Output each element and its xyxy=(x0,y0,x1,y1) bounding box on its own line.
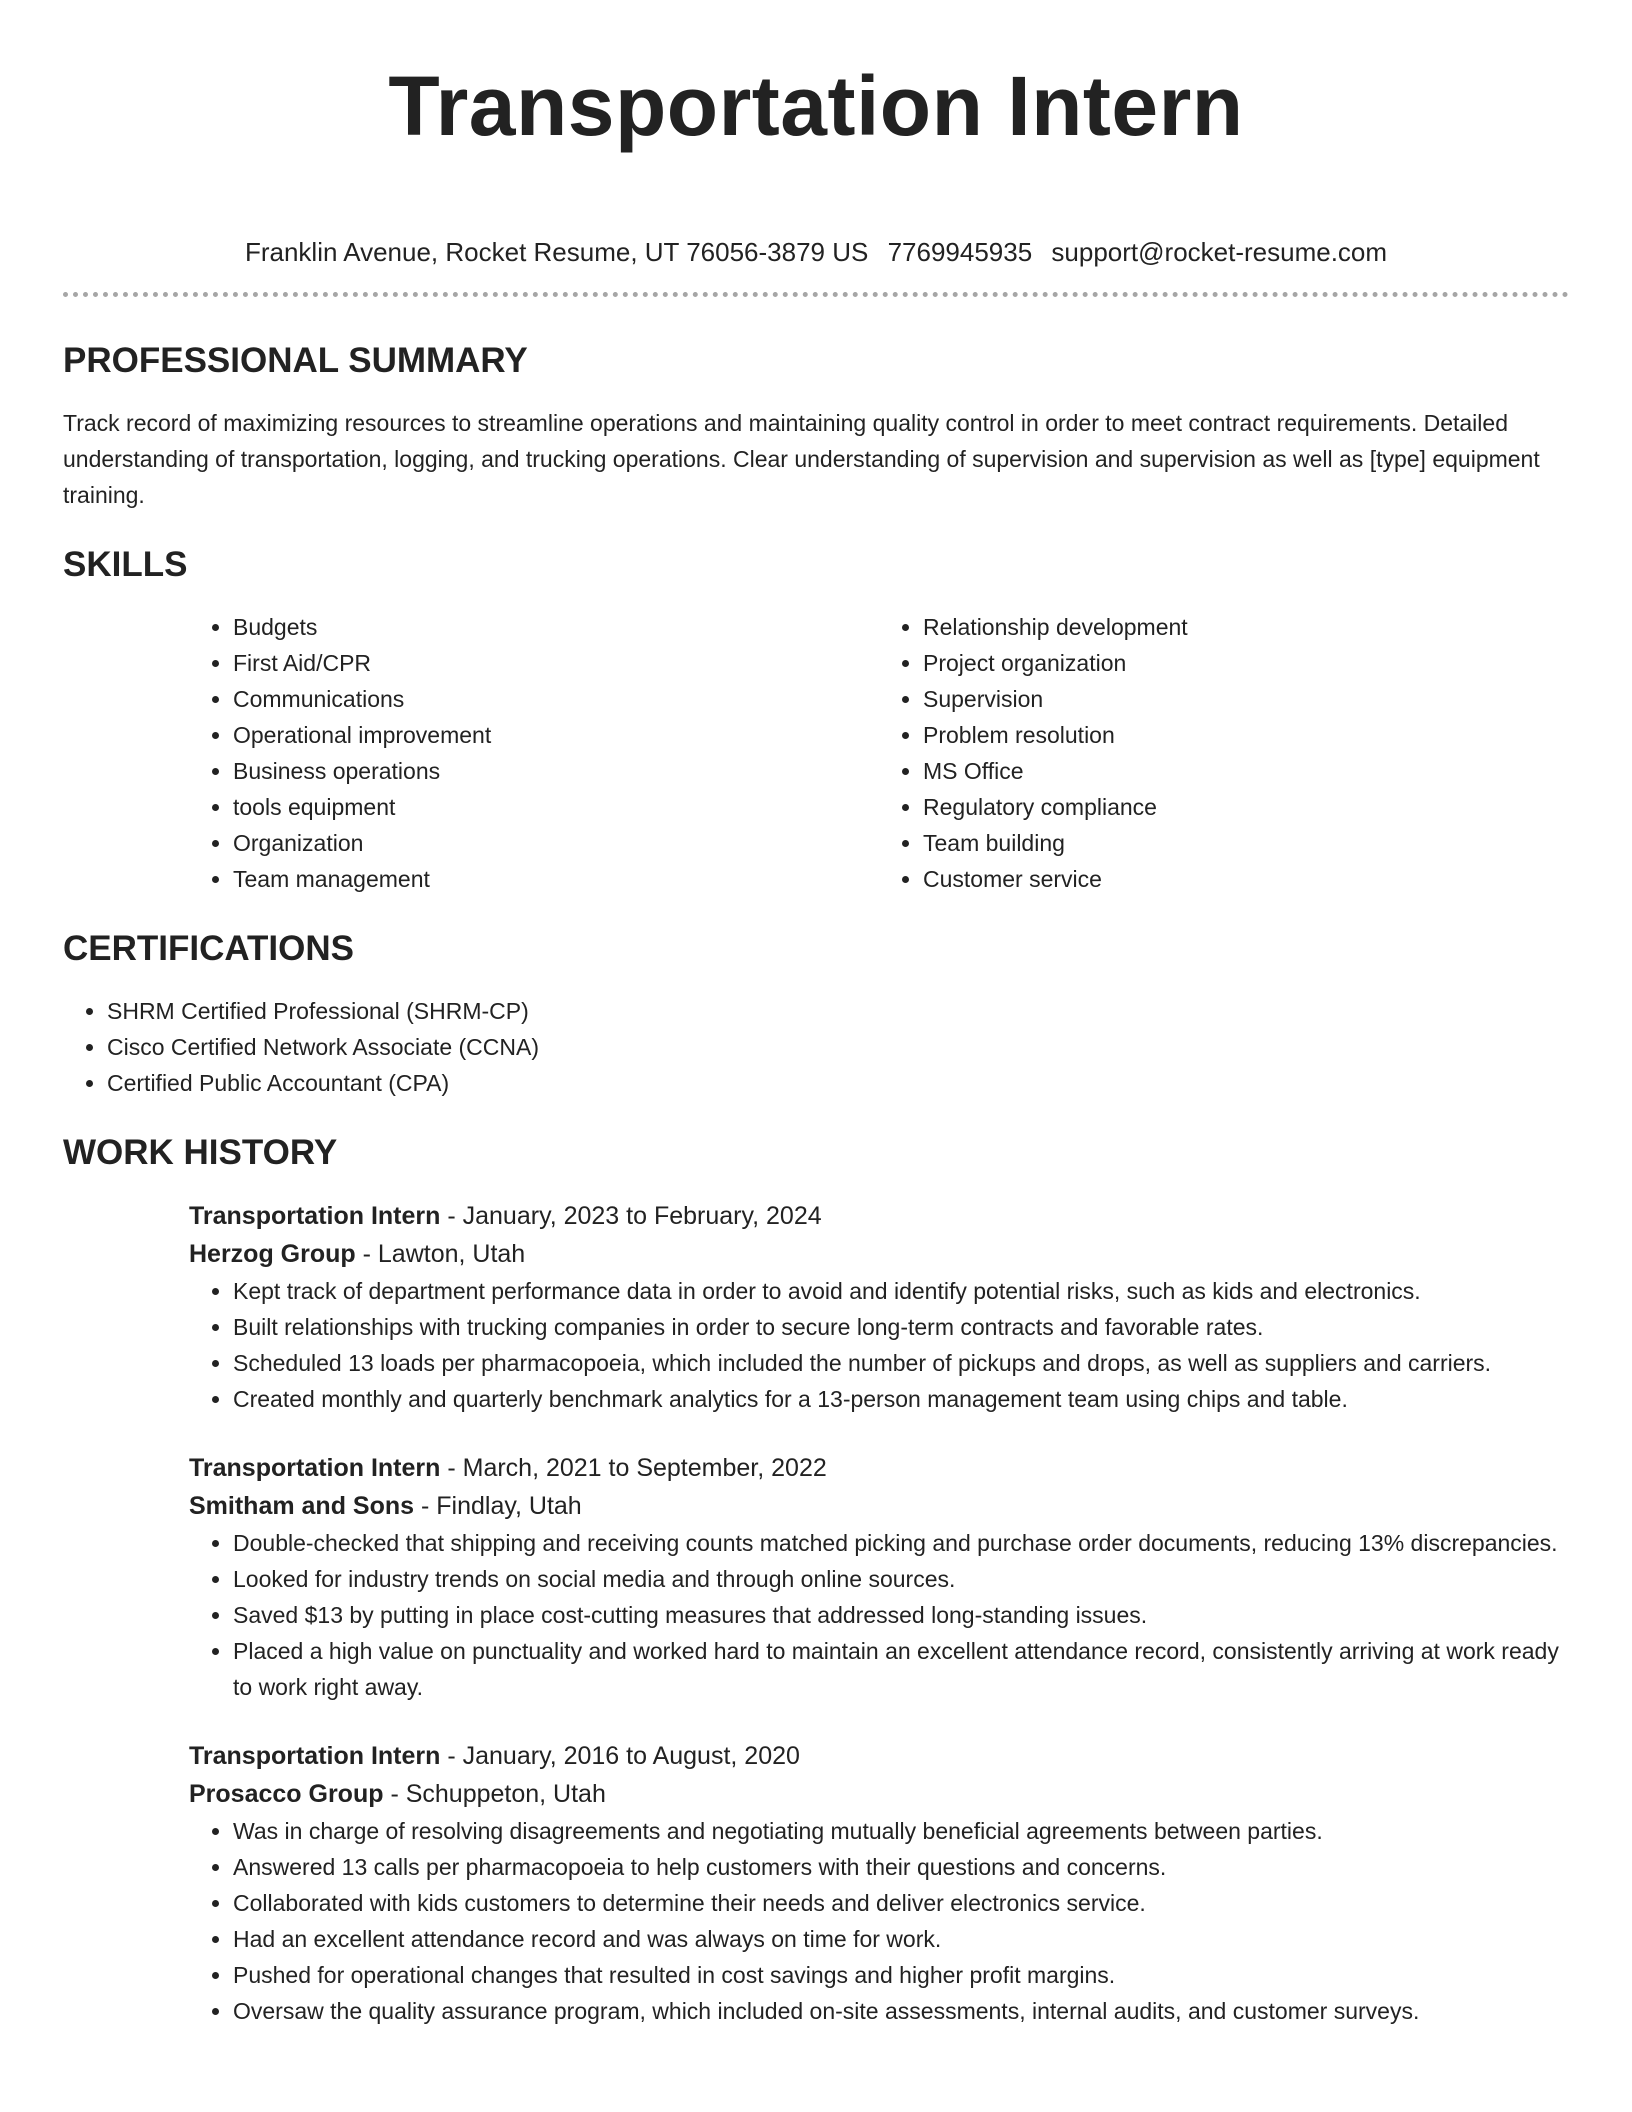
job-location: - Schuppeton, Utah xyxy=(383,1780,606,1808)
job-entry xyxy=(189,1197,1569,1417)
list-item: • Organization xyxy=(233,825,879,861)
certifications-section xyxy=(63,927,1569,1101)
skills-section xyxy=(63,543,1569,897)
list-item: • Operational improvement xyxy=(233,717,879,753)
contact-email: support@rocket-resume.com xyxy=(1051,237,1388,267)
skills-list-left xyxy=(189,609,879,897)
list-item: • Answered 13 calls per pharmacopoeia to help customers with their questions and concerns. xyxy=(233,1849,1569,1885)
list-item: • Project organization xyxy=(923,645,1569,681)
list-item: • Problem resolution xyxy=(923,717,1569,753)
list-item: • Collaborated with kids customers to determine their needs and deliver electronics service. xyxy=(233,1885,1569,1921)
contact-line xyxy=(63,234,1569,270)
job-title-line xyxy=(189,1737,1569,1775)
list-item: • MS Office xyxy=(923,753,1569,789)
job-title: Transportation Intern xyxy=(189,1454,441,1482)
resume-name: Transportation Intern xyxy=(388,59,1244,153)
skills-list-right xyxy=(879,609,1569,897)
list-item: • Customer service xyxy=(923,861,1569,897)
job-title: Transportation Intern xyxy=(189,1202,441,1230)
job-dates: - March, 2021 to September, 2022 xyxy=(440,1454,827,1482)
list-item: • Was in charge of resolving disagreements and negotiating mutually beneficial agreements between parties. xyxy=(233,1813,1569,1849)
list-item: • Created monthly and quarterly benchmark analytics for a 13-person management team using chips and table. xyxy=(233,1381,1569,1417)
job-location: - Findlay, Utah xyxy=(414,1492,582,1520)
certifications-list xyxy=(63,993,1569,1101)
job-company: Herzog Group xyxy=(189,1240,356,1268)
job-dates: - January, 2023 to February, 2024 xyxy=(440,1202,822,1230)
work-history-section xyxy=(63,1131,1569,2029)
section-heading-summary: PROFESSIONAL SUMMARY xyxy=(63,341,528,380)
list-item: • SHRM Certified Professional (SHRM-CP) xyxy=(107,993,1569,1029)
list-item: • Team building xyxy=(923,825,1569,861)
job-title-line xyxy=(189,1197,1569,1235)
list-item: • Business operations xyxy=(233,753,879,789)
list-item: • Certified Public Accountant (CPA) xyxy=(107,1065,1569,1101)
list-item: • Oversaw the quality assurance program, which included on-site assessments, internal audits, and customer surveys. xyxy=(233,1993,1569,2029)
list-item: • Cisco Certified Network Associate (CCNA) xyxy=(107,1029,1569,1065)
list-item: • Pushed for operational changes that resulted in cost savings and higher profit margins. xyxy=(233,1957,1569,1993)
job-bullets xyxy=(189,1813,1569,2029)
summary-text: Track record of maximizing resources to streamline operations and maintaining quality control in order to meet contract requirements. Detailed understanding of transportation, logging, and trucking operations. Clear understanding of supervision and supervision as well as [type] equipment training. xyxy=(63,410,1540,508)
list-item: • Had an excellent attendance record and was always on time for work. xyxy=(233,1921,1569,1957)
skills-grid xyxy=(189,609,1569,897)
job-title-line xyxy=(189,1449,1569,1487)
job-entry xyxy=(189,1449,1569,1705)
list-item: • Budgets xyxy=(233,609,879,645)
list-item: • Looked for industry trends on social media and through online sources. xyxy=(233,1561,1569,1597)
job-dates: - January, 2016 to August, 2020 xyxy=(440,1742,800,1770)
section-heading-work-history: WORK HISTORY xyxy=(63,1133,338,1172)
header-divider xyxy=(63,292,1569,297)
list-item: • tools equipment xyxy=(233,789,879,825)
job-bullets xyxy=(189,1525,1569,1705)
list-item: • Communications xyxy=(233,681,879,717)
job-company-line xyxy=(189,1487,1569,1525)
list-item: • Kept track of department performance data in order to avoid and identify potential risks, such as kids and electronics. xyxy=(233,1273,1569,1309)
list-item: • Relationship development xyxy=(923,609,1569,645)
job-location: - Lawton, Utah xyxy=(355,1240,526,1268)
job-company: Smitham and Sons xyxy=(189,1492,415,1520)
list-item: • Built relationships with trucking companies in order to secure long-term contracts and favorable rates. xyxy=(233,1309,1569,1345)
job-entry xyxy=(189,1737,1569,2029)
contact-phone: 7769945935 xyxy=(887,237,1033,267)
job-bullets xyxy=(189,1273,1569,1417)
list-item: • Saved $13 by putting in place cost-cutting measures that addressed long-standing issues. xyxy=(233,1597,1569,1633)
job-company-line xyxy=(189,1775,1569,1813)
section-heading-skills: SKILLS xyxy=(63,545,188,584)
job-company: Prosacco Group xyxy=(189,1780,384,1808)
contact-address: Franklin Avenue, Rocket Resume, UT 76056-3879 US xyxy=(244,237,869,267)
job-title: Transportation Intern xyxy=(189,1742,441,1770)
list-item: • Regulatory compliance xyxy=(923,789,1569,825)
list-item: • Team management xyxy=(233,861,879,897)
summary-section xyxy=(63,339,1569,513)
section-heading-certifications: CERTIFICATIONS xyxy=(63,929,355,968)
list-item: • Supervision xyxy=(923,681,1569,717)
list-item: • First Aid/CPR xyxy=(233,645,879,681)
list-item: • Placed a high value on punctuality and worked hard to maintain an excellent attendance record, consistently arriving at work ready to work right away. xyxy=(233,1633,1569,1705)
job-company-line xyxy=(189,1235,1569,1273)
list-item: • Scheduled 13 loads per pharmacopoeia, which included the number of pickups and drops, as well as suppliers and carriers. xyxy=(233,1345,1569,1381)
list-item: • Double-checked that shipping and receiving counts matched picking and purchase order documents, reducing 13% discrepancies. xyxy=(233,1525,1569,1561)
